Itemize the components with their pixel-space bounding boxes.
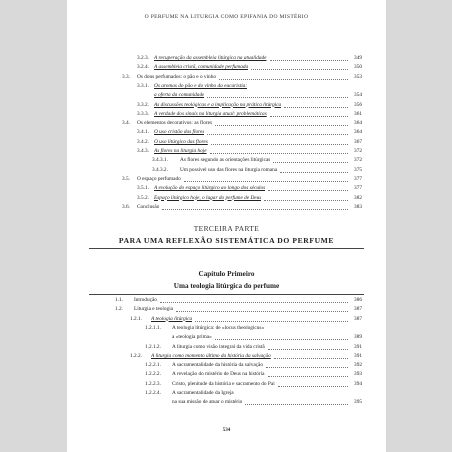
toc-entry-page: 364: [354, 120, 362, 127]
toc-entry-page: 392: [354, 362, 362, 369]
leader-dots: [210, 153, 348, 154]
toc-entry-number: 3.5.2.: [137, 194, 149, 201]
leader-dots: [215, 339, 348, 340]
leader-dots: [207, 134, 348, 135]
toc-entry-page: 389: [354, 334, 362, 341]
leader-dots: [264, 200, 348, 201]
leader-dots: [273, 162, 348, 163]
toc-entry-title: Cristo, plenitude da história e sacramento do Pai: [172, 380, 275, 387]
leader-dots: [184, 181, 348, 182]
toc-entry: [67, 324, 386, 333]
toc-entry: [67, 184, 386, 193]
toc-entry-title: Conclusão: [137, 203, 160, 210]
toc-entry-title: A evolução do espaço litúrgico ao longo dos séculos: [154, 185, 266, 192]
toc-entry-title: na sua missão de atuar o mistério: [172, 399, 243, 406]
toc-entry-number: 1.2.2.1.: [145, 362, 161, 369]
toc-entry: [67, 175, 386, 184]
part-title: PARA UMA REFLEXÃO SISTEMÁTICA DO PERFUME: [118, 236, 335, 245]
toc-entry-number: 1.1.: [115, 297, 123, 303]
toc-entry-title: A teologia litúrgica: de «locus theologicus»: [172, 324, 265, 331]
toc-entry-title: Introdução: [134, 297, 157, 303]
toc-entry: [67, 63, 386, 72]
toc-entry-title: a oferta da comunidade: [154, 92, 205, 99]
toc-entry-page: 377: [354, 185, 362, 192]
leader-dots: [266, 367, 348, 368]
leader-dots: [176, 311, 348, 312]
toc-entry-title: A sacramentalidade da história da salvação: [172, 362, 264, 369]
toc-entry: [67, 119, 386, 128]
toc-entry-page: 372: [354, 157, 362, 164]
toc-entry-title: Os aromas do pão e do vinho da eucaristia:: [154, 82, 248, 89]
toc-entry-number: 1.2.2.: [130, 352, 142, 359]
toc-entry-title: A liturgia como momento último da história da salvação: [151, 352, 271, 359]
chapter-label: Capítulo Primeiro: [198, 270, 255, 278]
toc-entry: [67, 380, 386, 389]
leader-dots: [162, 209, 348, 210]
toc-entry-page: 353: [354, 73, 362, 80]
toc-entry-page: 377: [354, 175, 362, 182]
leader-dots: [268, 376, 348, 377]
leader-dots: [251, 69, 348, 70]
toc-entry-title: O uso litúrgico das flores: [154, 138, 208, 145]
toc-entry-page: 387: [354, 306, 362, 313]
toc-entry-title: Liturgia e teologia: [134, 306, 174, 313]
toc-entry-number: 3.4.: [122, 120, 130, 127]
leader-dots: [270, 116, 348, 117]
toc-entry-number: 3.4.3.2.: [152, 166, 168, 173]
toc-entry-page: 382: [354, 194, 362, 201]
toc-entry: [67, 370, 386, 379]
toc-entry-title: A liturgia como visão integral da vida cristã: [172, 343, 265, 350]
leader-dots: [284, 107, 348, 108]
toc-entry: [67, 333, 386, 342]
toc-entry-title: a «teologia prima»: [172, 334, 212, 341]
toc-entry: [67, 398, 386, 407]
toc-entry: [67, 343, 386, 352]
toc-entry: [67, 296, 386, 305]
toc-entry-page: 391: [354, 343, 362, 350]
toc-entry: [67, 128, 386, 137]
toc-entry: [67, 194, 386, 203]
toc-entry-number: 1.2.1.: [130, 315, 142, 322]
toc-entry-title: A teologia litúrgica: [151, 315, 193, 322]
toc-entry-page: 393: [354, 371, 362, 378]
toc-entry: [67, 54, 386, 63]
toc-entry: [67, 73, 386, 82]
toc-entry-number: 1.2.1.2.: [145, 343, 161, 350]
toc-entry-number: 3.4.2.: [137, 138, 149, 145]
toc-entry: [67, 82, 386, 91]
part-rule: [89, 248, 364, 249]
toc-entry-title: A verdade dos sinais na liturgia atual: problemáticas: [154, 110, 267, 117]
toc-entry-title: A assembleia cristã, comunidade perfumada: [154, 64, 249, 71]
toc-entry-page: 394: [354, 380, 362, 387]
toc-entry-number: 1.2.2.3.: [145, 380, 161, 387]
toc-entry-page: 372: [354, 148, 362, 154]
book-page: [67, 0, 386, 452]
toc-entry-page: 364: [354, 129, 362, 136]
leader-dots: [207, 97, 348, 98]
toc-entry-page: 387: [354, 315, 362, 322]
leader-dots: [280, 172, 348, 173]
leader-dots: [219, 79, 348, 80]
leader-dots: [195, 321, 348, 322]
toc-entry: [67, 315, 386, 324]
leader-dots: [270, 60, 349, 61]
toc-entry-number: 3.3.1.: [137, 82, 149, 89]
toc-entry-page: 375: [354, 166, 362, 173]
leader-dots: [160, 302, 348, 303]
toc-entry-number: 1.2.: [115, 306, 123, 313]
toc-entry: [67, 138, 386, 147]
leader-dots: [268, 190, 348, 191]
toc-entry-title: A recuperação da assembleia litúrgica na atualidade: [154, 55, 267, 61]
toc-entry-title: As discussões teológicas e a implicação na prática litúrgica: [154, 101, 282, 108]
toc-entry-title: O espaço perfumado: [137, 175, 181, 182]
toc-entry-title: Os dons perfumados: o pão e o vinho: [137, 73, 217, 80]
toc-entry-page: 367: [354, 138, 362, 145]
toc-entry-number: 1.2.2.4.: [145, 390, 161, 396]
toc-entry: [67, 203, 386, 212]
toc-entry-number: 3.3.2.: [137, 101, 149, 108]
toc-entry: [67, 147, 386, 156]
toc-entry-title: As flores segundo as orientações litúrgicas: [180, 157, 271, 164]
toc-entry-number: 3.2.4.: [137, 64, 149, 71]
toc-entry-page: 383: [354, 203, 362, 210]
toc-entry: [67, 91, 386, 100]
toc-entry-number: 3.5.: [122, 175, 130, 182]
chapter-title: Uma teologia litúrgica do perfume: [173, 282, 280, 290]
chapter-rule: [89, 294, 364, 295]
toc-entry-number: 3.3.3.: [137, 110, 149, 117]
toc-entry: [67, 156, 386, 165]
toc-entry-title: O uso cristão das flores: [154, 129, 205, 136]
toc-entry-page: 391: [354, 352, 362, 359]
toc-entry-page: 361: [354, 110, 362, 117]
toc-entry-title: As flores na liturgia hoje: [154, 148, 207, 154]
page-number: 534: [222, 427, 231, 433]
toc-entry-title: A revelação do mistério de Deus na história: [172, 371, 265, 378]
leader-dots: [245, 404, 348, 405]
part-label: TERCEIRA PARTE: [193, 224, 260, 233]
toc-entry: [67, 352, 386, 361]
leader-dots: [215, 125, 348, 126]
toc-entry-number: 1.2.1.1.: [145, 324, 161, 331]
leader-dots: [278, 386, 348, 387]
toc-entry: [67, 305, 386, 314]
toc-entry: [67, 361, 386, 370]
leader-dots: [211, 144, 348, 145]
toc-entry: [67, 101, 386, 110]
toc-entry-page: 354: [354, 92, 362, 99]
toc-entry-number: 1.2.2.2.: [145, 371, 161, 378]
toc-entry-number: 3.4.1.: [137, 129, 149, 136]
toc-entry-title: Os elementos decorativos: as flores: [137, 120, 213, 127]
toc-entry-title: Um possível uso das flores na liturgia romana: [180, 166, 278, 173]
toc-entry-page: 349: [354, 55, 362, 61]
running-head: O PERFUME NA LITURGIA COMO EPIFANIA DO MISTÉRIO: [144, 14, 309, 20]
toc-entry-page: 350: [354, 64, 362, 71]
toc-entry-number: 3.2.3.: [137, 55, 149, 61]
toc-entry-number: 3.4.3.: [137, 148, 149, 154]
toc-entry-number: 3.5.1.: [137, 185, 149, 192]
toc-entry-page: 395: [354, 399, 362, 406]
toc-entry: [67, 166, 386, 175]
leader-dots: [268, 349, 348, 350]
toc-entry-number: 3.4.3.1.: [152, 157, 168, 164]
toc-entry-title: A sacramentalidade da Igreja: [172, 390, 234, 396]
toc-entry-number: 3.3.: [122, 73, 130, 80]
toc-entry-title: Espaço litúrgico hoje, o lugar do perfume de Deus: [154, 194, 262, 201]
toc-entry-number: 3.6.: [122, 203, 130, 210]
toc-entry: [67, 389, 386, 398]
toc-entry-page: 356: [354, 101, 362, 108]
leader-dots: [274, 358, 348, 359]
toc-entry-page: 386: [354, 297, 362, 303]
toc-entry: [67, 110, 386, 119]
